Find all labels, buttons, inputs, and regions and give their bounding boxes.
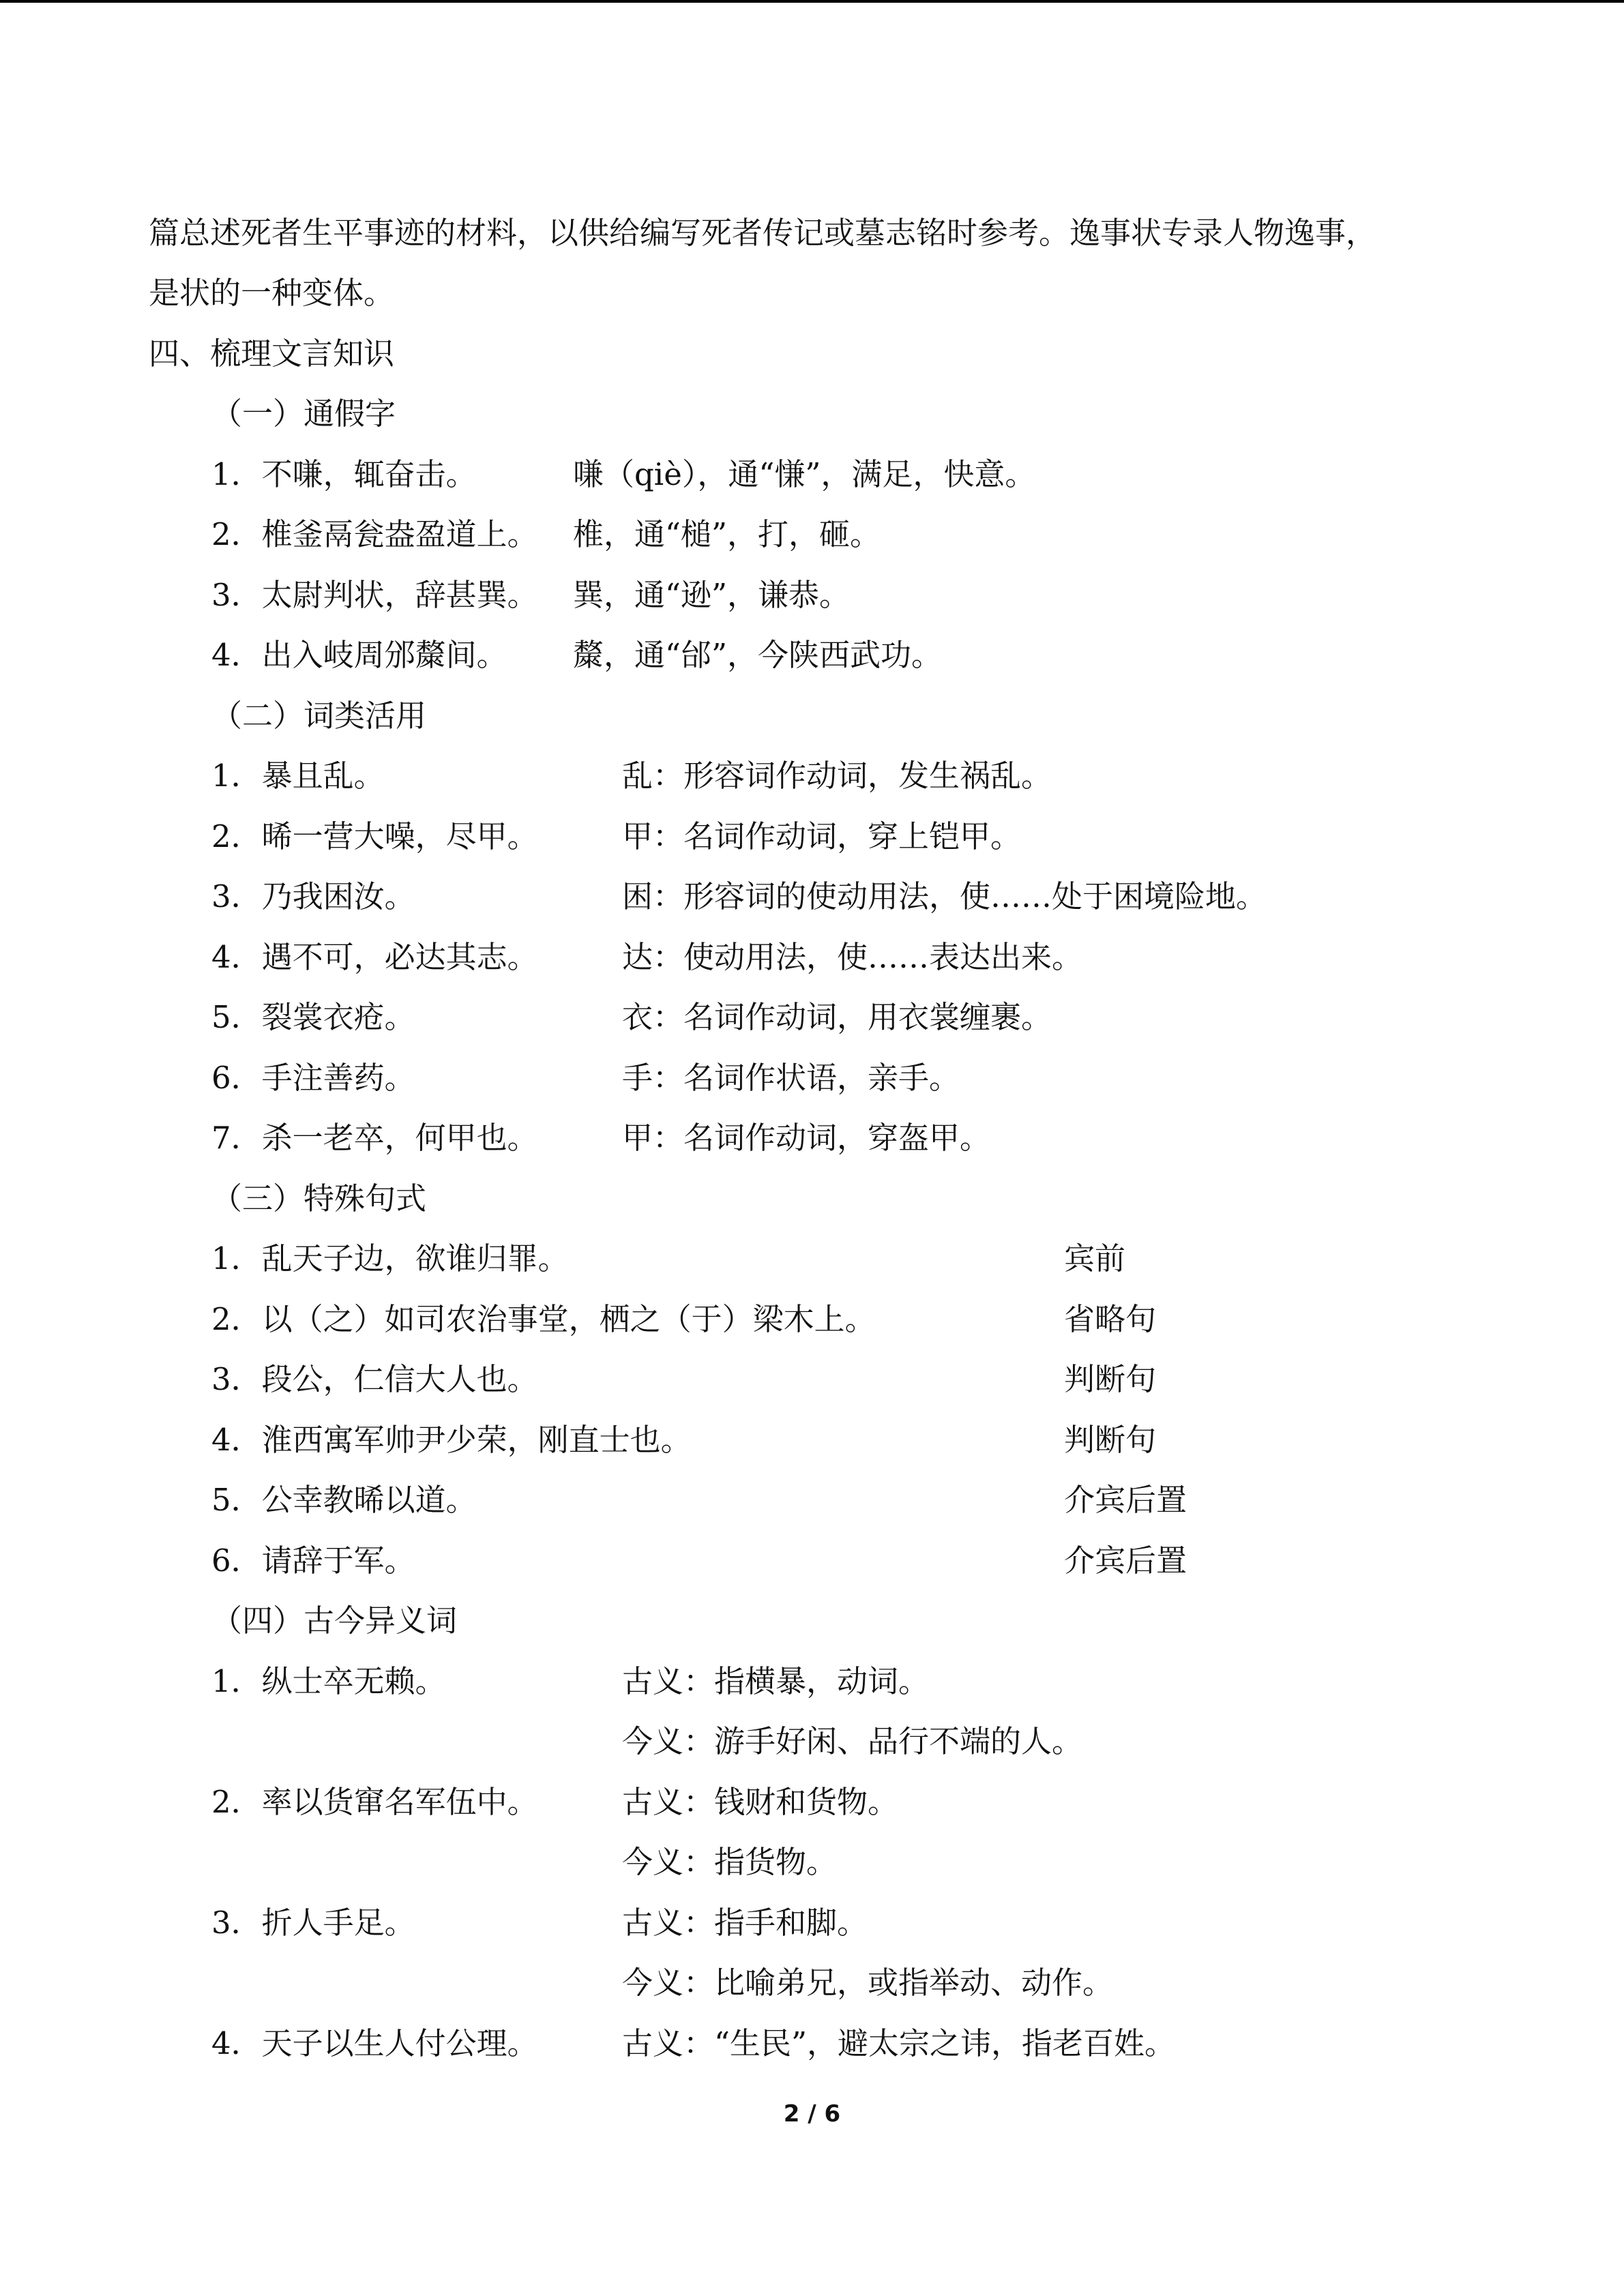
cilei-item-text: 3．乃我困汝。 [211,878,415,914]
gujin-item-text: 4．天子以生人付公理。 [211,2025,538,2061]
teshu-item-text: 3．段公，仁信大人也。 [211,1361,538,1397]
cilei-item-note: 困：形容词的使动用法，使……处于困境险地。 [622,878,1267,914]
gujin-item-gu: 古义：“生民”，避太宗之讳，指老百姓。 [622,2025,1176,2061]
teshu-item-text: 6．请辞于军。 [211,1542,415,1579]
teshu-item-type: 省略句 [1064,1301,1157,1337]
teshu-item-text: 5．公幸教晞以道。 [211,1482,477,1518]
teshu-item-text: 2．以（之）如司农治事堂，栖之（于）梁木上。 [211,1301,876,1337]
cilei-item-note: 甲：名词作动词，穿盔甲。 [622,1120,991,1156]
tongjiazi-item-note: 嗛（qiè），通“慊”，满足，快意。 [573,456,1036,492]
tongjiazi-heading: （一）通假字 [211,396,396,432]
teshu-item-type: 判断句 [1064,1361,1157,1397]
cilei-item-note: 达：使动用法，使……表达出来。 [622,939,1083,975]
tongjiazi-item-note: 椎，通“槌”，打，砸。 [573,516,881,552]
gujin-item-gu: 古义：钱财和货物。 [622,1784,899,1820]
cilei-item-note: 乱：形容词作动词，发生祸乱。 [622,758,1052,794]
gujin-item-jin: 今义：指货物。 [622,1844,838,1880]
tongjiazi-item-note: 斄，通“邰”，今陕西武功。 [573,637,943,673]
tongjiazi-item-note: 巽，通“逊”，谦恭。 [573,577,851,613]
cilei-item-note: 衣：名词作动词，用衣裳缠裹。 [622,999,1052,1035]
gujin-item-jin: 今义：比喻弟兄，或指举动、动作。 [622,1965,1114,2001]
teshu-item-type: 宾前 [1064,1240,1126,1277]
teshu-item-text: 1．乱天子边，欲谁归罪。 [211,1240,569,1277]
gujin-item-gu: 古义：指横暴，动词。 [622,1663,930,1699]
cilei-item-text: 7．杀一老卒，何甲也。 [211,1120,538,1156]
teshu-heading: （三）特殊句式 [211,1180,427,1217]
tongjiazi-item-text: 1．不嗛，辄奋击。 [211,456,477,492]
page-top-border [0,0,1624,3]
cilei-item-note: 手：名词作状语，亲手。 [622,1060,960,1096]
tongjiazi-item-text: 3．太尉判状，辞甚巽。 [211,577,538,613]
section-title: 四、梳理文言知识 [149,336,395,372]
teshu-item-type: 介宾后置 [1064,1542,1187,1579]
teshu-item-text: 4．淮西寓军帅尹少荣，刚直士也。 [211,1422,692,1458]
cilei-heading: （二）词类活用 [211,698,427,734]
intro-line-1: 篇总述死者生平事迹的材料，以供给编写死者传记或墓志铭时参考。逸事状专录人物逸事， [149,215,1377,251]
intro-line-2: 是状的一种变体。 [149,275,395,311]
cilei-item-text: 6．手注善药。 [211,1060,415,1096]
gujin-item-text: 3．折人手足。 [211,1905,415,1941]
cilei-item-note: 甲：名词作动词，穿上铠甲。 [622,818,1022,854]
tongjiazi-item-text: 4．出入岐周邠斄间。 [211,637,507,673]
page-number: 2 / 6 [783,2100,841,2128]
gujin-heading: （四）古今异义词 [211,1602,458,1639]
gujin-item-text: 2．率以货窜名军伍中。 [211,1784,538,1820]
cilei-item-text: 5．裂裳衣疮。 [211,999,415,1035]
gujin-item-gu: 古义：指手和脚。 [622,1905,868,1941]
cilei-item-text: 4．遇不可，必达其志。 [211,939,538,975]
gujin-item-text: 1．纵士卒无赖。 [211,1663,446,1699]
cilei-item-text: 2．晞一营大噪，尽甲。 [211,818,538,854]
teshu-item-type: 判断句 [1064,1422,1157,1458]
teshu-item-type: 介宾后置 [1064,1482,1187,1518]
cilei-item-text: 1．暴且乱。 [211,758,385,794]
tongjiazi-item-text: 2．椎釜鬲瓮盎盈道上。 [211,516,538,552]
gujin-item-jin: 今义：游手好闲、品行不端的人。 [622,1723,1083,1759]
